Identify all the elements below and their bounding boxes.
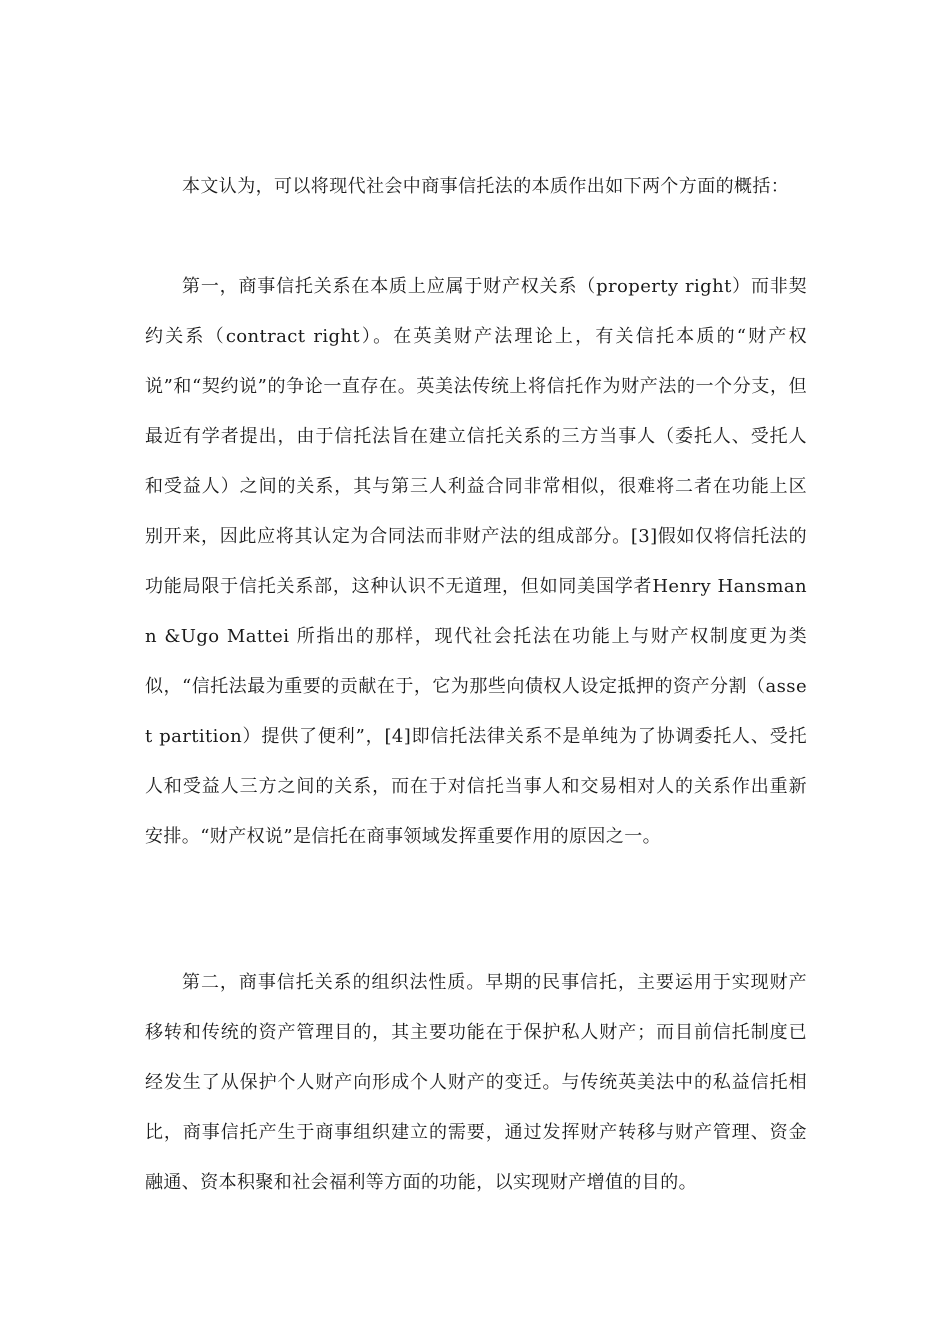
paragraph-first-point: 第一，商事信托关系在本质上应属于财产权关系（property right）而非契约关系（contract right）。在英美财产法理论上，有关信托本质的“财产权说”和“契约说”的争论一直存在。英美法传统上将信托作为财产法的一个分支，但最近有学者提出，由于信托法旨在建立信托关系的三方当事人（委托人、受托人和受益人）之间的关系，其与第三人利益合同非常相似，很难将二者在功能上区别开来，因此应将其认定为合同法而非财产法的组成部分。[3]假如仅将信托法的功能局限于信托关系部，这种认识不无道理，但如同美国学者Henry Hansmann &Ugo Mattei 所指出的那样，现代社会托法在功能上与财产权制度更为类似，“信托法最为重要的贡献在于，它为那些向债权人设定抵押的资产分割（asset partition）提供了便利”，[4]即信托法律关系不是单纯为了协调委托人、受托人和受益人三方之间的关系，而在于对信托当事人和交易相对人的关系作出重新安排。“财产权说”是信托在商事领域发挥重要作用的原因之一。: [145, 276, 807, 847]
paragraph-second-point: 第二，商事信托关系的组织法性质。早期的民事信托，主要运用于实现财产移转和传统的资产管理目的，其主要功能在于保护私人财产；而目前信托制度已经发生了从保护个人财产向形成个人财产的变迁。与传统英美法中的私益信托相比，商事信托产生于商事组织建立的需要，通过发挥财产转移与财产管理、资金融通、资本积聚和社会福利等方面的功能，以实现财产增值的目的。: [145, 972, 807, 1193]
paragraph-intro: 本文认为，可以将现代社会中商事信托法的本质作出如下两个方面的概括：: [182, 176, 790, 197]
